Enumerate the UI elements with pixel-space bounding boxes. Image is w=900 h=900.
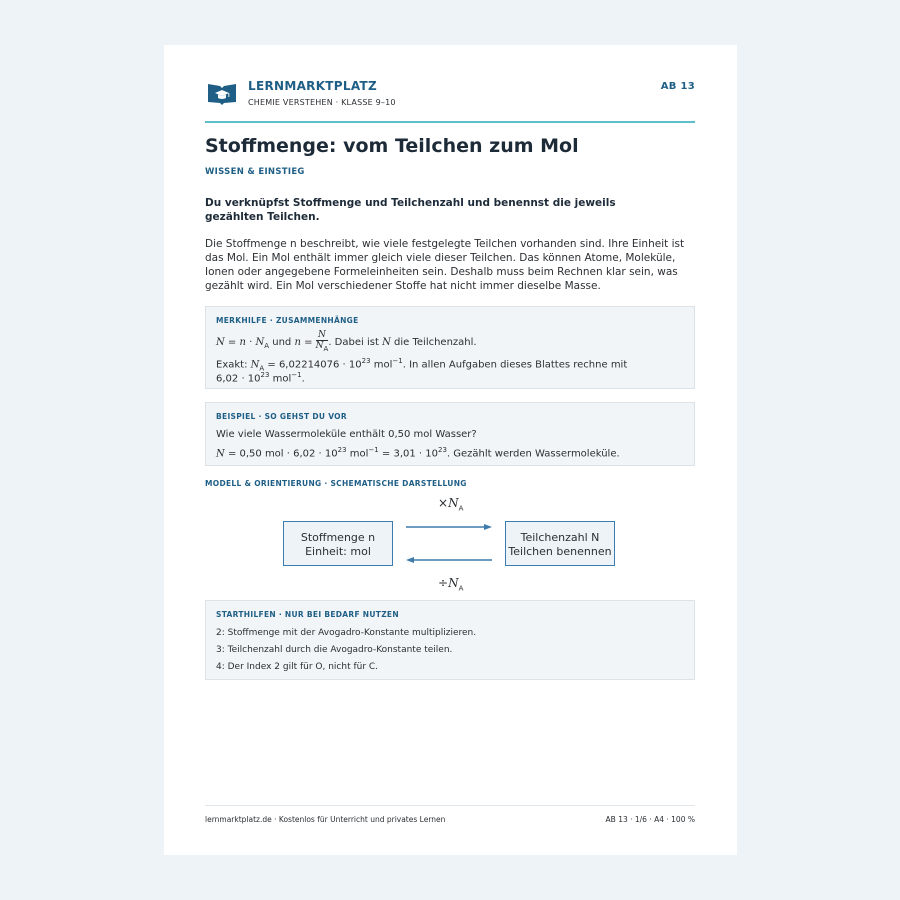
footer-divider	[205, 805, 695, 806]
merkhilfe-exact-line: Exakt: $N_A = 6,02214076 \cdot 10^{23}$ mol$^{-1}$. In allen Aufgaben dieses Blattes rechne mit	[216, 357, 628, 373]
footer-page-info: AB 13 · 1/6 · A4 · 100 %	[605, 815, 695, 824]
fraction-n: $\frac{N}{N_A}$	[315, 330, 329, 353]
hint-item: 2: Stoffmenge mit der Avogadro-Konstante multiplizieren.	[216, 628, 477, 638]
merkhilfe-rounded-line: $6,02 \cdot 10^{23}$ mol$^{-1}$.	[216, 371, 305, 385]
merkhilfe-box	[205, 306, 695, 389]
starthilfen-label: STARTHILFEN · NUR BEI BEDARF NUTZEN	[216, 610, 399, 619]
divide-operation-label: $\div N_A$	[438, 576, 464, 593]
page-title: Stoffmenge: vom Teilchen zum Mol	[205, 135, 579, 157]
section-kicker: WISSEN & EINSTIEG	[205, 167, 305, 177]
beispiel-question: Wie viele Wassermoleküle enthält 0,50 mol Wasser?	[216, 429, 477, 440]
multiply-operation-label: $\times N_A$	[438, 496, 464, 513]
hint-item: 4: Der Index 2 gilt für O, nicht für C.	[216, 662, 379, 672]
worksheet-page	[164, 45, 737, 855]
beispiel-calculation: N = 0,50 mol · $6,02 \cdot 10^{23}$ $mol^{-1} = 3,01 \cdot 10^{23}$. Gezählt werden Wassermoleküle.	[216, 446, 620, 460]
conversion-arrows	[404, 521, 494, 567]
brand-name[interactable]: LERNMARKTPLATZ	[248, 79, 377, 93]
merkhilfe-label: MERKHILFE · ZUSAMMENHÄNGE	[216, 316, 359, 325]
book-graduation-cap-icon	[207, 81, 237, 105]
hint-item: 3: Teilchenzahl durch die Avogadro-Konstante teilen.	[216, 645, 453, 655]
diagram-section-label: MODELL & ORIENTIERUNG · SCHEMATISCHE DARSTELLUNG	[205, 479, 467, 488]
beispiel-box	[205, 402, 695, 466]
arrow-left-head	[406, 557, 414, 563]
beispiel-label: BEISPIEL · SO GEHST DU VOR	[216, 412, 347, 421]
sheet-code: AB 13	[660, 81, 695, 92]
header-divider	[205, 121, 695, 123]
stoffmenge-node: Stoffmenge n Einheit: mol	[283, 521, 393, 566]
arrow-right-head	[484, 524, 492, 530]
intro-paragraph: Die Stoffmenge n beschreibt, wie viele festgelegte Teilchen vorhanden sind. Ihre Einheit ist das Mol. Ein Mol enthält immer gleich viele dieser Teilchen. Das können Atome, Moleküle, Ionen oder angegebene Formeleinheiten sein. Deshalb muss beim Rechnen klar sein, was gezählt wird. Ein Mol verschiedener Stoffe hat nicht immer dieselbe Masse.	[205, 238, 685, 292]
starthilfen-box	[205, 600, 695, 680]
merkhilfe-formula-line: $N = n \cdot N_A$ und n = $\frac{N}{N_A}$ . Dabei ist N die Teilchenzahl.	[216, 330, 477, 353]
footer-website[interactable]: lernmarktplatz.de · Kostenlos für Unterricht und privates Lernen	[205, 815, 446, 824]
brand-subtitle: CHEMIE VERSTEHEN · KLASSE 9–10	[248, 98, 396, 107]
lead-paragraph: Du verknüpfst Stoffmenge und Teilchenzahl und benennst die jeweils gezählten Teilchen.	[205, 197, 616, 223]
teilchenzahl-node: Teilchenzahl N Teilchen benennen	[505, 521, 615, 566]
